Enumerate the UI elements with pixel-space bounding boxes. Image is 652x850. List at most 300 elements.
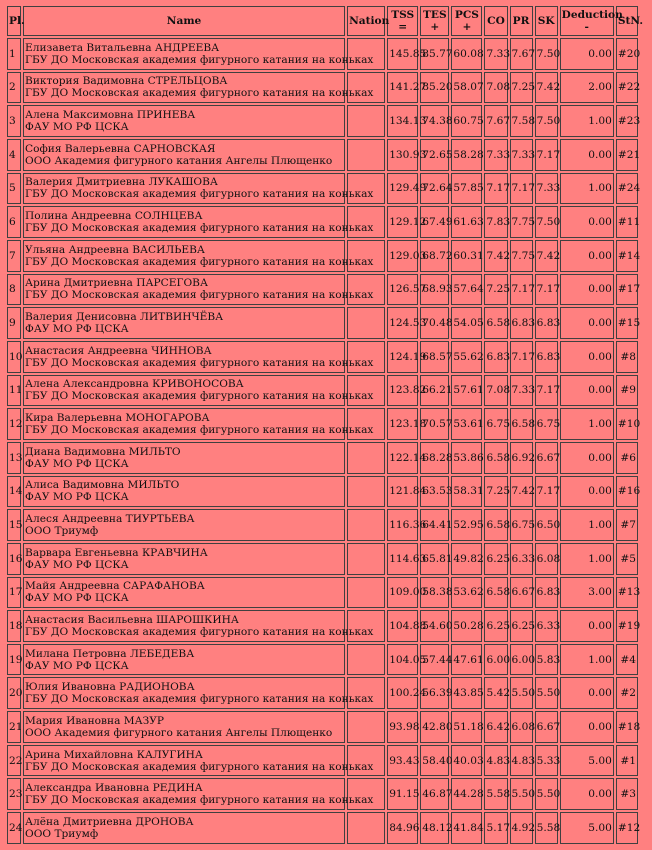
skater-cell <box>23 610 374 642</box>
start-number-cell: #5 <box>616 543 638 575</box>
sk-cell: 6.67 <box>535 711 558 743</box>
header-tss: TSS = <box>387 6 418 36</box>
pcs-cell: 49.82 <box>451 543 482 575</box>
pcs-cell: 57.64 <box>451 274 482 306</box>
table-row <box>7 577 638 609</box>
skater-name: Милана Петровна ЛЕБЕДЕВА <box>25 647 195 660</box>
header-tes: TES + <box>420 6 449 36</box>
skater-name: Ульяна Андреевна ВАСИЛЬЕВА <box>25 243 205 256</box>
skater-name: Юлия Ивановна РАДИОНОВА <box>25 681 195 694</box>
nation-cell <box>347 307 385 339</box>
tes-cell: 66.21 <box>420 375 449 407</box>
skater-name: Александра Ивановна РЕДИНА <box>25 782 203 795</box>
sk-cell: 7.33 <box>535 173 558 205</box>
nation-cell <box>347 644 385 676</box>
start-number-cell: #11 <box>616 206 638 238</box>
place-cell: 14 <box>7 476 21 508</box>
skater-cell <box>23 745 374 777</box>
tes-cell: 74.38 <box>420 105 449 137</box>
start-number-cell: #16 <box>616 476 638 508</box>
tes-cell: 54.60 <box>420 610 449 642</box>
skater-name: Алёна Дмитриевна ДРОНОВА <box>25 816 194 829</box>
pr-cell: 6.83 <box>510 307 533 339</box>
skater-cell <box>23 543 345 575</box>
skater-cell <box>23 577 345 609</box>
tss-cell: 124.53 <box>387 307 418 339</box>
skater-club: ФАУ МО РФ ЦСКА <box>25 659 129 672</box>
tes-cell: 46.87 <box>420 778 449 810</box>
skater-name: Алена Максимовна ПРИНЕВА <box>25 109 196 122</box>
start-number-cell: #4 <box>616 644 638 676</box>
sk-cell: 5.50 <box>535 677 558 709</box>
deduction-cell: 5.00 <box>560 745 614 777</box>
place-cell: 16 <box>7 543 21 575</box>
skater-club: ФАУ МО РФ ЦСКА <box>25 592 129 605</box>
co-cell: 6.83 <box>484 341 507 373</box>
pr-cell: 7.75 <box>510 206 533 238</box>
nation-cell <box>347 711 385 743</box>
skater-cell <box>23 408 374 440</box>
skater-club: ФАУ МО РФ ЦСКА <box>25 558 129 571</box>
skater-cell <box>23 711 345 743</box>
tss-cell: 129.12 <box>387 206 418 238</box>
pr-cell: 6.92 <box>510 442 533 474</box>
tss-cell: 122.14 <box>387 442 418 474</box>
skater-name: Алеся Андреевна ТИУРТЬЕВА <box>25 513 195 526</box>
skater-name: София Валерьевна САРНОВСКАЯ <box>25 142 216 155</box>
skater-club: ГБУ ДО Московская академия фигурного катания на коньках <box>25 289 374 302</box>
skater-cell <box>23 341 374 373</box>
sk-cell: 7.50 <box>535 105 558 137</box>
pcs-cell: 55.62 <box>451 341 482 373</box>
table-row <box>7 812 638 844</box>
table-row <box>7 543 638 575</box>
tss-cell: 91.15 <box>387 778 418 810</box>
place-cell: 13 <box>7 442 21 474</box>
skater-name: Арина Михайловна КАЛУГИНА <box>25 748 203 761</box>
nation-cell <box>347 509 385 541</box>
table-row <box>7 206 638 238</box>
skater-club: ООО Триумф <box>25 525 99 538</box>
header-deduction: Deduction - <box>560 6 614 36</box>
skater-club: ГБУ ДО Московская академия фигурного катания на коньках <box>25 390 374 403</box>
header-nation: Nation <box>347 6 385 36</box>
tss-cell: 130.93 <box>387 139 418 171</box>
skater-club: ГБУ ДО Московская академия фигурного катания на коньках <box>25 356 374 369</box>
tss-cell: 123.82 <box>387 375 418 407</box>
place-cell: 12 <box>7 408 21 440</box>
pr-cell: 6.75 <box>510 509 533 541</box>
skater-name: Анастасия Васильевна ШАРОШКИНА <box>25 613 239 626</box>
header-pcs: PCS + <box>451 6 482 36</box>
header-pr: PR <box>510 6 533 36</box>
pcs-cell: 47.61 <box>451 644 482 676</box>
deduction-cell: 0.00 <box>560 778 614 810</box>
pr-cell: 7.17 <box>510 341 533 373</box>
results-table <box>5 4 644 846</box>
skater-cell <box>23 206 374 238</box>
skater-club: ФАУ МО РФ ЦСКА <box>25 121 129 134</box>
skater-cell <box>23 240 374 272</box>
nation-cell <box>347 543 385 575</box>
deduction-cell: 0.00 <box>560 139 614 171</box>
tss-cell: 104.88 <box>387 610 418 642</box>
table-row <box>7 139 638 171</box>
tss-cell: 93.98 <box>387 711 418 743</box>
place-cell: 18 <box>7 610 21 642</box>
skater-name: Арина Дмитриевна ПАРСЕГОВА <box>25 277 208 290</box>
deduction-cell: 1.00 <box>560 509 614 541</box>
deduction-cell: 0.00 <box>560 274 614 306</box>
pcs-cell: 54.05 <box>451 307 482 339</box>
start-number-cell: #15 <box>616 307 638 339</box>
nation-cell <box>347 812 385 844</box>
sk-cell: 5.50 <box>535 778 558 810</box>
table-row <box>7 173 638 205</box>
deduction-cell: 0.00 <box>560 240 614 272</box>
tss-cell: 116.36 <box>387 509 418 541</box>
skater-name: Валерия Дмитриевна ЛУКАШОВА <box>25 176 218 189</box>
header-stn: StN. <box>616 6 638 36</box>
skater-club: ГБУ ДО Московская академия фигурного катания на коньках <box>25 760 374 773</box>
pr-cell: 7.17 <box>510 274 533 306</box>
start-number-cell: #22 <box>616 72 638 104</box>
sk-cell: 6.50 <box>535 509 558 541</box>
skater-cell <box>23 38 374 70</box>
start-number-cell: #18 <box>616 711 638 743</box>
deduction-cell: 0.00 <box>560 375 614 407</box>
pr-cell: 7.67 <box>510 38 533 70</box>
tss-cell: 114.63 <box>387 543 418 575</box>
place-cell: 24 <box>7 812 21 844</box>
tes-cell: 48.12 <box>420 812 449 844</box>
place-cell: 11 <box>7 375 21 407</box>
tss-cell: 129.03 <box>387 240 418 272</box>
pr-cell: 7.25 <box>510 72 533 104</box>
deduction-cell: 0.00 <box>560 711 614 743</box>
tss-cell: 121.84 <box>387 476 418 508</box>
tes-cell: 68.28 <box>420 442 449 474</box>
co-cell: 6.58 <box>484 509 507 541</box>
co-cell: 7.25 <box>484 476 507 508</box>
nation-cell <box>347 577 385 609</box>
skater-club: ГБУ ДО Московская академия фигурного катания на коньках <box>25 222 374 235</box>
deduction-cell: 5.00 <box>560 812 614 844</box>
skater-cell <box>23 105 345 137</box>
skater-name: Виктория Вадимовна СТРЕЛЬЦОВА <box>25 75 228 88</box>
start-number-cell: #10 <box>616 408 638 440</box>
co-cell: 7.33 <box>484 139 507 171</box>
skater-name: Алена Александровна КРИВОНОСОВА <box>25 378 244 391</box>
co-cell: 7.25 <box>484 274 507 306</box>
pcs-cell: 52.95 <box>451 509 482 541</box>
skater-club: ООО Триумф <box>25 828 99 841</box>
pr-cell: 5.50 <box>510 778 533 810</box>
sk-cell: 7.17 <box>535 375 558 407</box>
deduction-cell: 1.00 <box>560 644 614 676</box>
skater-cell <box>23 72 374 104</box>
skater-name: Кира Валерьевна МОНОГАРОВА <box>25 412 210 425</box>
tss-cell: 93.43 <box>387 745 418 777</box>
skater-club: ГБУ ДО Московская академия фигурного катания на коньках <box>25 255 374 268</box>
co-cell: 6.58 <box>484 307 507 339</box>
tes-cell: 63.53 <box>420 476 449 508</box>
start-number-cell: #8 <box>616 341 638 373</box>
tss-cell: 129.49 <box>387 173 418 205</box>
skater-name: Варвара Евгеньевна КРАВЧИНА <box>25 546 208 559</box>
skater-cell <box>23 778 374 810</box>
skater-cell <box>23 677 374 709</box>
pr-cell: 5.50 <box>510 677 533 709</box>
pr-cell: 6.33 <box>510 543 533 575</box>
deduction-cell: 3.00 <box>560 577 614 609</box>
sk-cell: 6.83 <box>535 577 558 609</box>
table-row <box>7 375 638 407</box>
sk-cell: 7.42 <box>535 72 558 104</box>
co-cell: 6.00 <box>484 644 507 676</box>
deduction-cell: 0.00 <box>560 307 614 339</box>
pr-cell: 7.42 <box>510 476 533 508</box>
table-row <box>7 711 638 743</box>
tss-cell: 109.00 <box>387 577 418 609</box>
pcs-cell: 61.63 <box>451 206 482 238</box>
deduction-cell: 0.00 <box>560 677 614 709</box>
sk-cell: 6.75 <box>535 408 558 440</box>
table-row <box>7 105 638 137</box>
start-number-cell: #20 <box>616 38 638 70</box>
tss-cell: 126.57 <box>387 274 418 306</box>
tes-cell: 72.64 <box>420 173 449 205</box>
skater-club: ФАУ МО РФ ЦСКА <box>25 457 129 470</box>
co-cell: 6.42 <box>484 711 507 743</box>
skater-name: Полина Андреевна СОЛНЦЕВА <box>25 210 203 223</box>
pcs-cell: 50.28 <box>451 610 482 642</box>
co-cell: 7.83 <box>484 206 507 238</box>
pr-cell: 7.17 <box>510 173 533 205</box>
table-row <box>7 72 638 104</box>
skater-name: Майя Андреевна САРАФАНОВА <box>25 580 205 593</box>
skater-club: ГБУ ДО Московская академия фигурного катания на коньках <box>25 188 374 201</box>
deduction-cell: 0.00 <box>560 442 614 474</box>
pcs-cell: 60.31 <box>451 240 482 272</box>
tes-cell: 65.81 <box>420 543 449 575</box>
tss-cell: 134.13 <box>387 105 418 137</box>
sk-cell: 7.50 <box>535 206 558 238</box>
tes-cell: 70.57 <box>420 408 449 440</box>
deduction-cell: 0.00 <box>560 476 614 508</box>
deduction-cell: 0.00 <box>560 206 614 238</box>
pr-cell: 6.00 <box>510 644 533 676</box>
deduction-cell: 1.00 <box>560 105 614 137</box>
skater-cell <box>23 476 345 508</box>
table-row <box>7 442 638 474</box>
pcs-cell: 58.28 <box>451 139 482 171</box>
tes-cell: 42.80 <box>420 711 449 743</box>
pcs-cell: 51.18 <box>451 711 482 743</box>
sk-cell: 6.67 <box>535 442 558 474</box>
start-number-cell: #1 <box>616 745 638 777</box>
co-cell: 5.58 <box>484 778 507 810</box>
co-cell: 7.17 <box>484 173 507 205</box>
table-row <box>7 778 638 810</box>
skater-name: Анастасия Андреевна ЧИННОВА <box>25 344 212 357</box>
place-cell: 21 <box>7 711 21 743</box>
tes-cell: 85.20 <box>420 72 449 104</box>
skater-cell <box>23 274 374 306</box>
sk-cell: 5.33 <box>535 745 558 777</box>
pcs-cell: 57.61 <box>451 375 482 407</box>
skater-club: ФАУ МО РФ ЦСКА <box>25 323 129 336</box>
co-cell: 6.25 <box>484 543 507 575</box>
nation-cell <box>347 442 385 474</box>
start-number-cell: #21 <box>616 139 638 171</box>
sk-cell: 7.17 <box>535 274 558 306</box>
start-number-cell: #7 <box>616 509 638 541</box>
pr-cell: 6.58 <box>510 408 533 440</box>
tss-cell: 84.96 <box>387 812 418 844</box>
pr-cell: 6.25 <box>510 610 533 642</box>
place-cell: 2 <box>7 72 21 104</box>
tss-cell: 123.18 <box>387 408 418 440</box>
sk-cell: 6.08 <box>535 543 558 575</box>
place-cell: 7 <box>7 240 21 272</box>
results-body <box>7 38 641 844</box>
co-cell: 5.17 <box>484 812 507 844</box>
deduction-cell: 2.00 <box>560 72 614 104</box>
place-cell: 10 <box>7 341 21 373</box>
tes-cell: 68.93 <box>420 274 449 306</box>
place-cell: 4 <box>7 139 21 171</box>
table-row <box>7 509 638 541</box>
place-cell: 17 <box>7 577 21 609</box>
pcs-cell: 43.85 <box>451 677 482 709</box>
tss-cell: 124.19 <box>387 341 418 373</box>
tes-cell: 58.38 <box>420 577 449 609</box>
nation-cell <box>347 476 385 508</box>
skater-club: ГБУ ДО Московская академия фигурного катания на коньках <box>25 87 374 100</box>
place-cell: 5 <box>7 173 21 205</box>
co-cell: 7.08 <box>484 72 507 104</box>
nation-cell <box>347 139 385 171</box>
place-cell: 19 <box>7 644 21 676</box>
start-number-cell: #12 <box>616 812 638 844</box>
pcs-cell: 53.61 <box>451 408 482 440</box>
deduction-cell: 0.00 <box>560 38 614 70</box>
deduction-cell: 1.00 <box>560 408 614 440</box>
co-cell: 6.58 <box>484 442 507 474</box>
header-co: CO <box>484 6 507 36</box>
co-cell: 6.75 <box>484 408 507 440</box>
table-row <box>7 476 638 508</box>
place-cell: 23 <box>7 778 21 810</box>
nation-cell <box>347 105 385 137</box>
place-cell: 9 <box>7 307 21 339</box>
pcs-cell: 41.84 <box>451 812 482 844</box>
pcs-cell: 53.62 <box>451 577 482 609</box>
table-row <box>7 745 638 777</box>
skater-club: ФАУ МО РФ ЦСКА <box>25 491 129 504</box>
place-cell: 6 <box>7 206 21 238</box>
skater-club: ГБУ ДО Московская академия фигурного катания на коньках <box>25 424 374 437</box>
table-row <box>7 274 638 306</box>
skater-name: Диана Вадимовна МИЛЬТО <box>25 445 181 458</box>
skater-cell <box>23 173 374 205</box>
deduction-cell: 0.00 <box>560 610 614 642</box>
sk-cell: 5.58 <box>535 812 558 844</box>
table-row <box>7 307 638 339</box>
sk-cell: 7.17 <box>535 476 558 508</box>
place-cell: 15 <box>7 509 21 541</box>
skater-cell <box>23 644 345 676</box>
sk-cell: 6.33 <box>535 610 558 642</box>
pr-cell: 7.33 <box>510 375 533 407</box>
table-row <box>7 408 638 440</box>
tss-cell: 145.85 <box>387 38 418 70</box>
start-number-cell: #6 <box>616 442 638 474</box>
table-row <box>7 341 638 373</box>
place-cell: 8 <box>7 274 21 306</box>
deduction-cell: 1.00 <box>560 173 614 205</box>
pcs-cell: 60.75 <box>451 105 482 137</box>
start-number-cell: #2 <box>616 677 638 709</box>
sk-cell: 5.83 <box>535 644 558 676</box>
pr-cell: 6.67 <box>510 577 533 609</box>
pr-cell: 4.92 <box>510 812 533 844</box>
skater-club: ГБУ ДО Московская академия фигурного катания на коньках <box>25 794 374 807</box>
deduction-cell: 0.00 <box>560 341 614 373</box>
skater-club: ООО Академия фигурного катания Ангелы Плющенко <box>25 726 333 739</box>
tes-cell: 68.72 <box>420 240 449 272</box>
start-number-cell: #24 <box>616 173 638 205</box>
pcs-cell: 40.03 <box>451 745 482 777</box>
skater-cell <box>23 442 345 474</box>
tes-cell: 64.41 <box>420 509 449 541</box>
header-name: Name <box>23 6 345 36</box>
pcs-cell: 58.31 <box>451 476 482 508</box>
sk-cell: 7.42 <box>535 240 558 272</box>
pcs-cell: 60.08 <box>451 38 482 70</box>
tes-cell: 67.49 <box>420 206 449 238</box>
tes-cell: 58.40 <box>420 745 449 777</box>
start-number-cell: #17 <box>616 274 638 306</box>
skater-cell <box>23 509 345 541</box>
sk-cell: 6.83 <box>535 341 558 373</box>
tss-cell: 100.24 <box>387 677 418 709</box>
skater-name: Валерия Денисовна ЛИТВИНЧЁВА <box>25 311 224 324</box>
pr-cell: 7.33 <box>510 139 533 171</box>
place-cell: 3 <box>7 105 21 137</box>
tss-cell: 141.27 <box>387 72 418 104</box>
table-row <box>7 644 638 676</box>
co-cell: 6.25 <box>484 610 507 642</box>
table-row <box>7 610 638 642</box>
co-cell: 7.08 <box>484 375 507 407</box>
skater-club: ГБУ ДО Московская академия фигурного катания на коньках <box>25 625 374 638</box>
skater-name: Мария Ивановна МАЗУР <box>25 714 165 727</box>
skater-club: ООО Академия фигурного катания Ангелы Плющенко <box>25 154 333 167</box>
sk-cell: 7.50 <box>535 38 558 70</box>
header-sk: SK <box>535 6 558 36</box>
skater-cell <box>23 139 345 171</box>
tes-cell: 68.57 <box>420 341 449 373</box>
tes-cell: 85.77 <box>420 38 449 70</box>
skater-cell <box>23 812 345 844</box>
tes-cell: 70.48 <box>420 307 449 339</box>
place-cell: 1 <box>7 38 21 70</box>
co-cell: 7.42 <box>484 240 507 272</box>
pr-cell: 7.75 <box>510 240 533 272</box>
sk-cell: 7.17 <box>535 139 558 171</box>
